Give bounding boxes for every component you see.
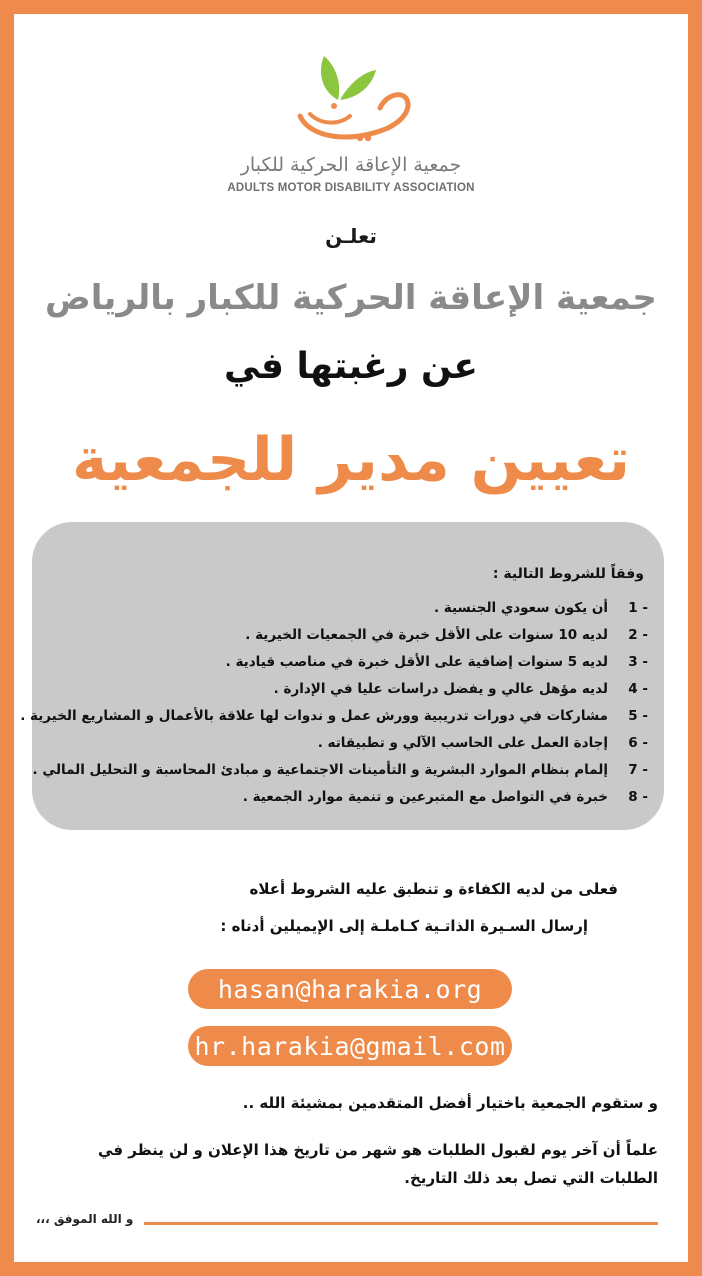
- condition-text: أن يكون سعودي الجنسية .: [433, 599, 608, 616]
- announces-heading: تعلـن: [325, 224, 377, 248]
- condition-item: [48, 729, 648, 756]
- condition-text: لديه 5 سنوات إضافية على الأقل خبرة في مناصب قيادية .: [225, 653, 608, 670]
- email-link-hr[interactable]: hr.harakia@gmail.com: [188, 1026, 512, 1066]
- condition-number: 2 -: [628, 626, 648, 643]
- association-logo: [14, 42, 688, 222]
- condition-item: [48, 648, 648, 675]
- footer-sign-off: و الله الموفق ،،،: [36, 1212, 134, 1226]
- condition-number: 7 -: [628, 761, 648, 778]
- desire-heading: عن رغبتها في: [223, 346, 479, 387]
- apply-instruction-line-2: إرسال السـيرة الذاتـية كـاملـة إلى الإيميلين أدناه :: [220, 917, 588, 935]
- condition-item: [48, 675, 648, 702]
- condition-text: إجادة العمل على الحاسب الآلي و تطبيقاته .: [317, 734, 608, 751]
- condition-text: إلمام بنظام الموارد البشرية و التأمينات الاجتماعية و مبادئ المحاسبة و التحليل المالي .: [32, 761, 608, 778]
- advertisement-sheet: [14, 14, 688, 1262]
- condition-number: 4 -: [628, 680, 648, 697]
- condition-item: [32, 756, 648, 783]
- condition-number: 6 -: [628, 734, 648, 751]
- condition-number: 5 -: [628, 707, 648, 724]
- conditions-list: [20, 594, 648, 810]
- condition-text: لديه مؤهل عالي و يفضل دراسات عليا في الإدارة .: [273, 680, 608, 697]
- condition-item: [48, 594, 648, 621]
- condition-item: [20, 702, 648, 729]
- condition-number: 1 -: [628, 599, 648, 616]
- harakia-logo-mark: [280, 42, 422, 152]
- selection-note: و ستقوم الجمعية باختيار أفضل المتقدمين بمشيئة الله ..: [242, 1094, 658, 1112]
- condition-item: [48, 783, 648, 810]
- condition-text: مشاركات في دورات تدريبية وورش عمل و ندوات لها علاقة بالأعمال و المشاريع الخيرية .: [20, 707, 608, 724]
- email-link-hasan[interactable]: hasan@harakia.org: [188, 969, 512, 1009]
- deadline-note: علماً أن آخر يوم لقبول الطلبات هو شهر من تاريخ هذا الإعلان و لن ينظر في الطلبات التي تصل بعد ذلك التاريخ.: [98, 1141, 658, 1187]
- position-title: تعيين مدير للجمعية: [71, 425, 631, 495]
- conditions-box: [20, 522, 664, 830]
- condition-number: 8 -: [628, 788, 648, 805]
- footer-divider: [144, 1222, 658, 1225]
- conditions-intro: وفقاً للشروط التالية :: [492, 566, 644, 582]
- organization-name: جمعية الإعاقة الحركية للكبار بالرياض: [45, 278, 657, 318]
- condition-text: لديه 10 سنوات على الأقل خبرة في الجمعيات الخيرية .: [245, 626, 608, 643]
- apply-instruction-line-1: فعلى من لديه الكفاءة و تنطبق عليه الشروط أعلاه: [249, 880, 618, 898]
- logo-arabic-name: جمعية الإعاقة الحركية للكبار: [240, 154, 462, 176]
- condition-number: 3 -: [628, 653, 648, 670]
- condition-item: [48, 621, 648, 648]
- logo-english-name: ADULTS MOTOR DISABILITY ASSOCIATION: [227, 182, 475, 194]
- condition-text: خبرة في التواصل مع المتبرعين و تنمية موارد الجمعية .: [242, 788, 608, 805]
